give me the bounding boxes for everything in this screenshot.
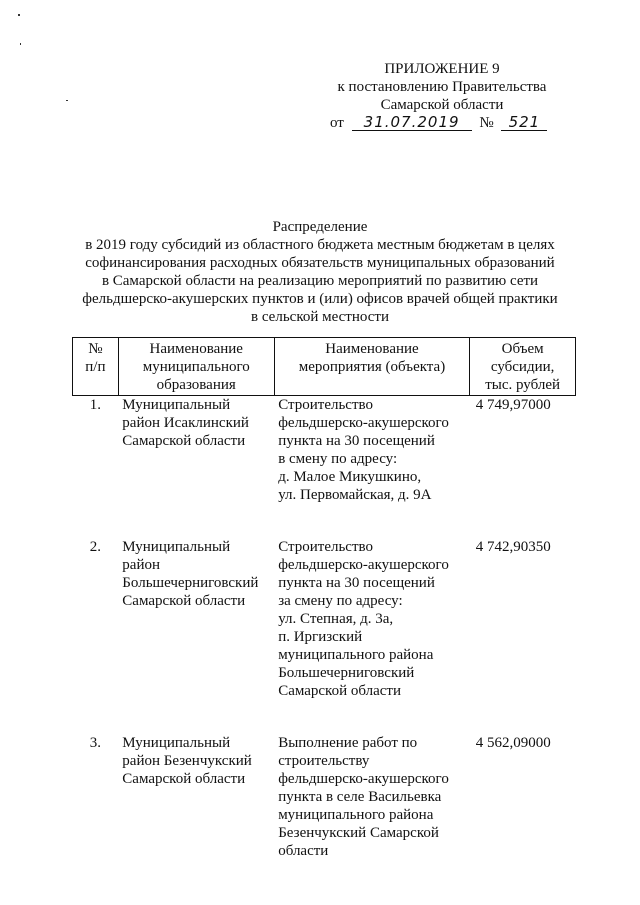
row-event [274,538,470,734]
row-amount: 4 749,97000 [475,397,551,413]
scan-speck [20,43,21,45]
cell-line: район Исаклинский [122,415,249,431]
cell-line: пункта на 30 посещений [278,575,435,591]
cell-line: ул. Первомайская, д. 9А [278,487,432,503]
table-row [73,538,576,734]
table-header-row [73,338,576,396]
from-label: от [330,115,344,131]
annex-title: ПРИЛОЖЕНИЕ 9 [384,61,500,77]
heading-line-1: Распределение [272,219,368,235]
cell-line: Муниципальный [122,539,231,555]
cell-line: Большечерниговский [122,575,259,591]
table-row [73,396,576,539]
cell-line: Муниципальный [122,735,231,751]
row-municipality [118,538,274,734]
cell-line: муниципального района [278,807,434,823]
header-line: мероприятия (объекта) [298,359,446,375]
scan-speck [66,100,68,101]
header-line: образования [156,377,236,393]
row-amount: 4 562,09000 [475,735,551,751]
cell-line: ул. Степная, д. 3а, [278,611,394,627]
document-heading [60,218,580,326]
number-label: № [479,115,494,131]
header-line: Объем [501,341,544,357]
cell-line: в смену по адресу: [278,451,398,467]
annex-block [312,60,572,132]
cell-line: Самарской области [122,433,246,449]
heading-line-2: в 2019 году субсидий из областного бюджета местным бюджетам в целях [85,237,555,253]
cell-line: Строительство [278,397,373,413]
cell-line: за смену по адресу: [278,593,403,609]
cell-line: Муниципальный [122,397,231,413]
cell-line: пункта в селе Васильевка [278,789,442,805]
cell-line: Выполнение работ по [278,735,418,751]
cell-line: пункта на 30 посещений [278,433,435,449]
heading-line-5: фельдшерско-акушерских пунктов и (или) офисов врачей общей практики [82,291,558,307]
cell-line: Большечерниговский [278,665,415,681]
cell-line: п. Иргизский [278,629,363,645]
cell-line: фельдшерско-акушерского [278,771,449,787]
handwritten-number: 521 [501,115,547,131]
handwritten-date: 31.07.2019 [352,115,472,131]
row-event [274,396,470,539]
annex-line-2: Самарской области [380,97,504,113]
cell-line: район Безенчукский [122,753,252,769]
header-municipality [118,338,274,396]
header-line: тыс. рублей [485,377,561,393]
header-line: субсидии, [490,359,555,375]
cell-line: Безенчукский Самарской [278,825,439,841]
header-line: муниципального [142,359,250,375]
header-line: п/п [85,359,106,375]
heading-line-6: в сельской местности [251,309,389,325]
header-line: № [88,341,103,357]
table-row [73,734,576,894]
header-event [274,338,470,396]
annex-date-line [312,114,572,132]
cell-line: Строительство [278,539,373,555]
header-num [73,338,119,396]
row-number: 3. [89,735,102,751]
row-municipality [118,734,274,894]
heading-line-4: в Самарской области на реализацию мероприятий по развитию сети [101,273,539,289]
cell-line: муниципального района [278,647,434,663]
scan-speck [18,14,20,16]
row-number: 2. [89,539,102,555]
cell-line: район [122,557,161,573]
cell-line: Самарской области [122,593,246,609]
header-line: Наименование [149,341,243,357]
row-event [274,734,470,894]
heading-line-3: софинансирования расходных обязательств муниципальных образований [85,255,555,271]
cell-line: фельдшерско-акушерского [278,557,449,573]
row-municipality [118,396,274,539]
cell-line: Самарской области [122,771,246,787]
cell-line: области [278,843,329,859]
cell-line: д. Малое Микушкино, [278,469,422,485]
cell-line: Самарской области [278,683,401,699]
header-amount [470,338,576,396]
row-amount: 4 742,90350 [475,539,551,555]
annex-line-1: к постановлению Правительства [337,79,547,95]
cell-line: фельдшерско-акушерского [278,415,449,431]
header-line: Наименование [325,341,419,357]
row-number: 1. [89,397,102,413]
cell-line: строительству [278,753,370,769]
subsidy-table [72,337,576,894]
